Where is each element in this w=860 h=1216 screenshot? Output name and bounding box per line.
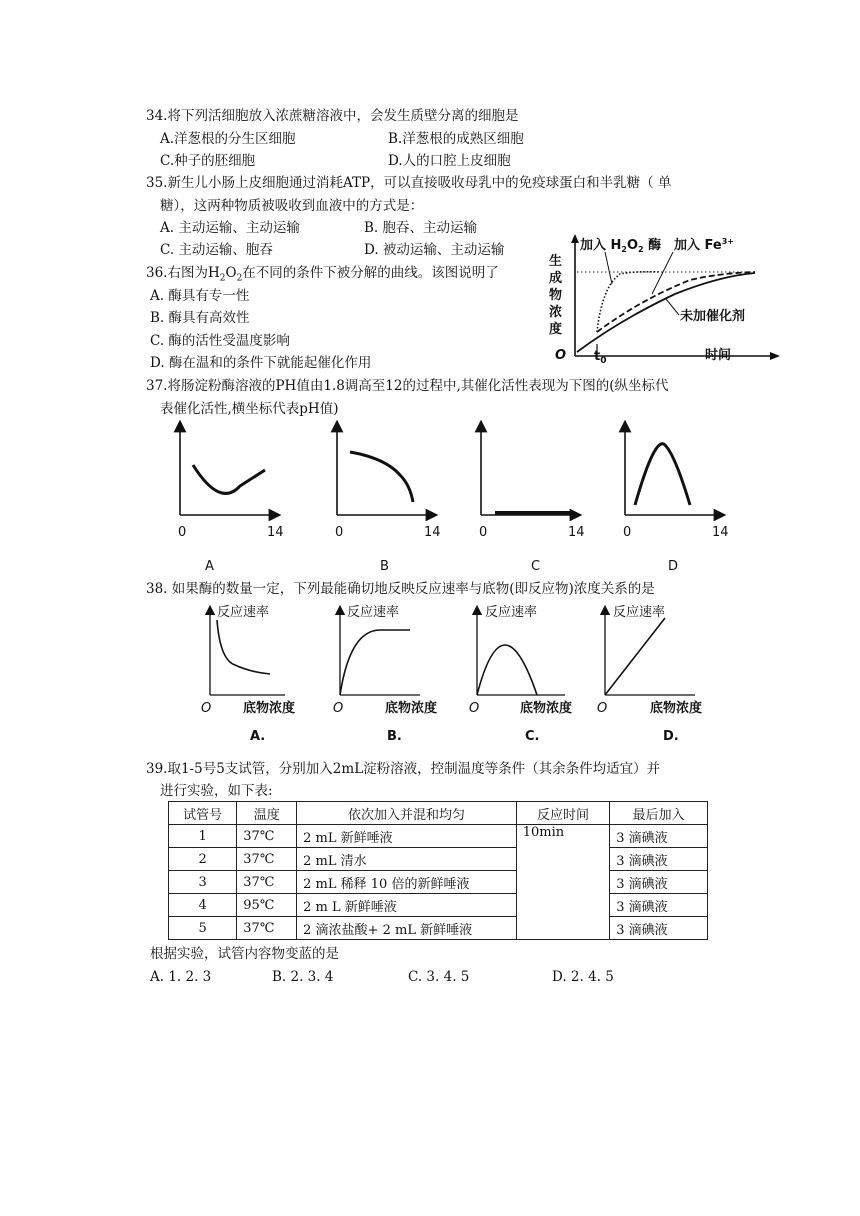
table-header: 试管号 (169, 802, 237, 825)
svg-text:度: 度 (549, 322, 563, 337)
q38-stem: 38. 如果酶的数量一定，下列最能确切地反映反应速率与底物(即反应物)浓度关系的是 (146, 581, 655, 597)
q36-ylabel (549, 253, 562, 337)
table-cell: 5 (169, 917, 237, 940)
q37-panel-b (335, 426, 441, 574)
q38-figures (195, 600, 720, 750)
svg-text:反应速率: 反应速率 (217, 605, 270, 620)
svg-text:B: B (380, 559, 389, 574)
q39-stem-line2: 进行实验，如下表: (160, 783, 273, 799)
q35-stem-line2: 糖），这两种物质被吸收到血液中的方式是： (160, 198, 424, 214)
svg-text:底物浓度: 底物浓度 (650, 701, 703, 716)
table-header: 温度 (237, 802, 297, 825)
q39-option-d: D. 2. 4. 5 (552, 969, 614, 985)
table-header: 反应时间 (516, 802, 610, 825)
svg-text:反应速率: 反应速率 (613, 605, 666, 620)
q36-label-fe: 加入 $Fe^{3+}$ (674, 237, 734, 253)
q36-label-none: 未加催化剂 (680, 309, 746, 324)
table-header-row (169, 802, 708, 825)
svg-text:底物浓度: 底物浓度 (385, 701, 438, 716)
table-header: 依次加入并混和均匀 (297, 802, 517, 825)
table-cell: 2 (169, 848, 237, 871)
table-cell: 2 mL 新鲜唾液 (297, 825, 517, 848)
q38-panel-c (469, 604, 572, 744)
q39-table (168, 801, 708, 940)
q36-stem: 36.右图为$H_2O_2$在不同的条件下被分解的曲线。该图说明了 (146, 265, 499, 284)
q38-panel-b (333, 604, 437, 744)
q37-stem-line2: 表催化活性,横坐标代表pH值) (160, 401, 339, 417)
q36-xlabel: 时间 (705, 348, 732, 363)
q37-figures (165, 420, 745, 580)
table-row (169, 894, 708, 917)
q38-panel-d (597, 604, 702, 744)
svg-text:底物浓度: 底物浓度 (243, 701, 296, 716)
q36-option-a: A. 酶具有专一性 (150, 288, 250, 304)
svg-text:反应速率: 反应速率 (347, 605, 400, 620)
svg-text:0: 0 (623, 525, 632, 540)
table-cell: 3 滴碘液 (610, 871, 708, 894)
svg-text:14: 14 (712, 525, 729, 540)
q34-option-c: C.种子的胚细胞 (160, 153, 256, 169)
q35-option-a: A. 主动运输、主动运输 (160, 220, 300, 236)
table-cell: 95℃ (237, 894, 297, 917)
svg-text:C.: C. (525, 729, 540, 744)
q34-option-d: D.人的口腔上皮细胞 (388, 153, 511, 169)
svg-text:0: 0 (178, 525, 187, 540)
table-cell: 1 (169, 825, 237, 848)
q39-option-a: A. 1. 2. 3 (150, 969, 212, 985)
svg-text:O: O (597, 701, 608, 716)
q36-figure (540, 232, 785, 367)
table-cell: 2 mL 清水 (297, 848, 517, 871)
table-cell: 37℃ (237, 848, 297, 871)
svg-text:O: O (469, 701, 480, 716)
svg-text:0: 0 (335, 525, 344, 540)
table-cell: 2 m L 新鲜唾液 (297, 894, 517, 917)
q35-stem-line1: 35.新生儿小肠上皮细胞通过消耗ATP，可以直接吸收母乳中的免疫球蛋白和半乳糖（ 单 (146, 175, 672, 191)
svg-text:物: 物 (549, 288, 563, 303)
svg-text:14: 14 (568, 525, 585, 540)
q38-panel-a (201, 604, 295, 744)
q39-question: 根据实验，试管内容物变蓝的是 (150, 946, 339, 962)
svg-text:D.: D. (663, 729, 679, 744)
q36-t0: $t_0$ (594, 349, 607, 366)
table-cell: 3 滴碘液 (610, 894, 708, 917)
q39-stem-line1: 39.取1-5号5支试管，分别加入2mL淀粉溶液，控制温度等条件（其余条件均适宜）并 (146, 761, 661, 777)
q35-option-c: C. 主动运输、胞吞 (160, 242, 273, 258)
q37-panel-c (479, 426, 585, 574)
q37-panel-a (178, 426, 284, 574)
q39-option-b: B. 2. 3. 4 (272, 969, 334, 985)
svg-text:生: 生 (549, 254, 563, 269)
table-header: 最后加入 (610, 802, 708, 825)
svg-text:A: A (205, 559, 214, 574)
svg-text:浓: 浓 (549, 305, 563, 320)
svg-text:O: O (333, 701, 344, 716)
table-cell: 3 (169, 871, 237, 894)
svg-text:14: 14 (424, 525, 441, 540)
table-cell: 37℃ (237, 871, 297, 894)
svg-text:D: D (668, 559, 679, 574)
q36-option-b: B. 酶具有高效性 (150, 310, 250, 326)
table-cell: 2 滴浓盐酸+ 2 mL 新鲜唾液 (297, 917, 517, 940)
q36-label-enzyme: 加入 $H_2O_2$ 酶 (580, 238, 662, 254)
table-row (169, 871, 708, 894)
q36-y-axis (571, 234, 579, 356)
table-cell: 4 (169, 894, 237, 917)
q39-option-c: C. 3. 4. 5 (408, 969, 470, 985)
svg-text:14: 14 (267, 525, 284, 540)
svg-text:C: C (531, 559, 541, 574)
q36-option-d: D. 酶在温和的条件下就能起催化作用 (150, 355, 372, 371)
svg-text:B.: B. (387, 729, 402, 744)
reaction-time-cell: 10min (516, 825, 610, 940)
q34-option-b: B.洋葱根的成熟区细胞 (388, 131, 524, 147)
table-cell: 3 滴碘液 (610, 848, 708, 871)
q37-panel-d (623, 426, 729, 574)
svg-text:O: O (201, 701, 212, 716)
q36-curve-enzyme (597, 272, 660, 332)
svg-text:0: 0 (479, 525, 488, 540)
table-cell: 3 滴碘液 (610, 825, 708, 848)
q34-stem: 34.将下列活细胞放入浓蔗糖溶液中，会发生质壁分离的细胞是 (146, 108, 519, 124)
table-cell: 37℃ (237, 917, 297, 940)
q36-option-c: C. 酶的活性受温度影响 (150, 333, 290, 349)
q37-stem-line1: 37.将肠淀粉酶溶液的PH值由1.8调高至12的过程中,其催化活性表现为下图的(纵坐标代 (146, 378, 669, 394)
table-row (169, 825, 708, 848)
svg-text:成: 成 (549, 271, 563, 286)
table-cell: 3 滴碘液 (610, 917, 708, 940)
table-cell: 2 mL 稀释 10 倍的新鲜唾液 (297, 871, 517, 894)
q36-origin: O (555, 348, 567, 363)
table-row (169, 848, 708, 871)
svg-text:A.: A. (250, 729, 266, 744)
q35-option-d: D. 被动运输、主动运输 (364, 242, 505, 258)
table-row (169, 917, 708, 940)
table-cell: 37℃ (237, 825, 297, 848)
svg-text:反应速率: 反应速率 (485, 605, 538, 620)
svg-text:底物浓度: 底物浓度 (520, 701, 573, 716)
q35-option-b: B. 胞吞、主动运输 (364, 220, 478, 236)
q34-option-a: A.洋葱根的分生区细胞 (160, 131, 296, 147)
